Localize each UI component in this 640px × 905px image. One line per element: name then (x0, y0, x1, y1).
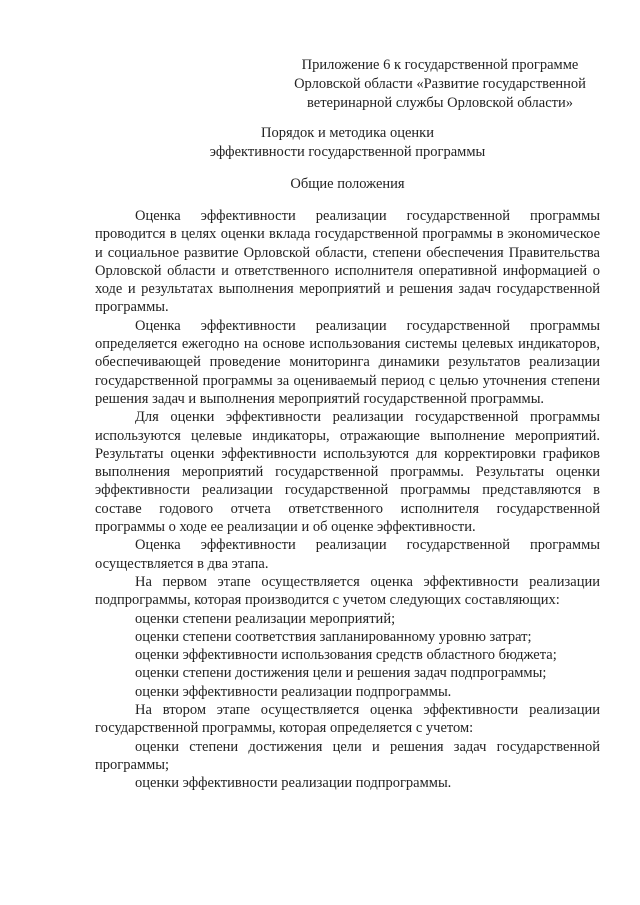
appendix-note (280, 56, 600, 113)
appendix-line-2: Орловской области «Развитие государственной (294, 76, 586, 92)
appendix-line-3: ветеринарной службы Орловской области» (307, 95, 573, 111)
list-item: оценки эффективности реализации подпрограммы. (135, 775, 452, 792)
paragraph-second-stage: На втором этапе осуществляется оценка эффективности реализации государственной программы, которая определяется с учетом: (95, 702, 600, 737)
list-item: оценки степени достижения цели и решения задач государственной программы; (95, 738, 600, 773)
title-line-2: эффективности государственной программы (209, 144, 486, 160)
list-item: оценки степени реализации мероприятий; (135, 610, 396, 627)
paragraph-first-stage: На первом этапе осуществляется оценка эффективности реализации подпрограммы, которая производится с учетом следующих составляющих: (95, 573, 600, 609)
appendix-line-1: Приложение 6 к государственной программе (301, 57, 579, 73)
paragraph-two-stages: Оценка эффективности реализации государственной программы осуществляется в два этапа. (95, 537, 600, 572)
paragraph-purpose: Оценка эффективности реализации государственной программы проводится в целях оценки вклада государственной программы в экономическое и социальное развитие Орловской области, степени обеспечения Правительства Орловской области и ответственного исполнителя оперативной информацией о ходе и результатах выполнения мероприятий и решения задач государственной программы. (95, 208, 600, 316)
paragraph-annual-assessment: Оценка эффективности реализации государственной программы определяется ежегодно на основе использования системы целевых индикаторов, обеспечивающей проведение мониторинга динамики результатов реализации государственной программы за оцениваемый период с целью уточнения степени решения задач и выполнения мероприятий государственной программы. (95, 317, 600, 407)
list-item: оценки эффективности реализации подпрограммы. (135, 683, 452, 700)
list-item: оценки степени соответствия запланированному уровню затрат; (135, 628, 532, 645)
document-body (95, 207, 600, 793)
section-title: Общие положения (290, 176, 405, 192)
title-line-1: Порядок и методика оценки (261, 125, 434, 141)
paragraph-indicators: Для оценки эффективности реализации государственной программы используются целевые индикаторы, отражающие выполнение мероприятий. Результаты оценки эффективности используются для корректировки графиков выполнения мероприятий государственной программы. Результаты оценки эффективности реализации государственной программы представляются в составе годового отчета ответственного исполнителя государственной программы о ходе ее реализации и об оценке эффективности. (95, 409, 600, 536)
document-title (95, 124, 600, 162)
list-item: оценки степени достижения цели и решения задач подпрограммы; (135, 665, 547, 682)
list-item: оценки эффективности использования средств областного бюджета; (135, 647, 557, 664)
